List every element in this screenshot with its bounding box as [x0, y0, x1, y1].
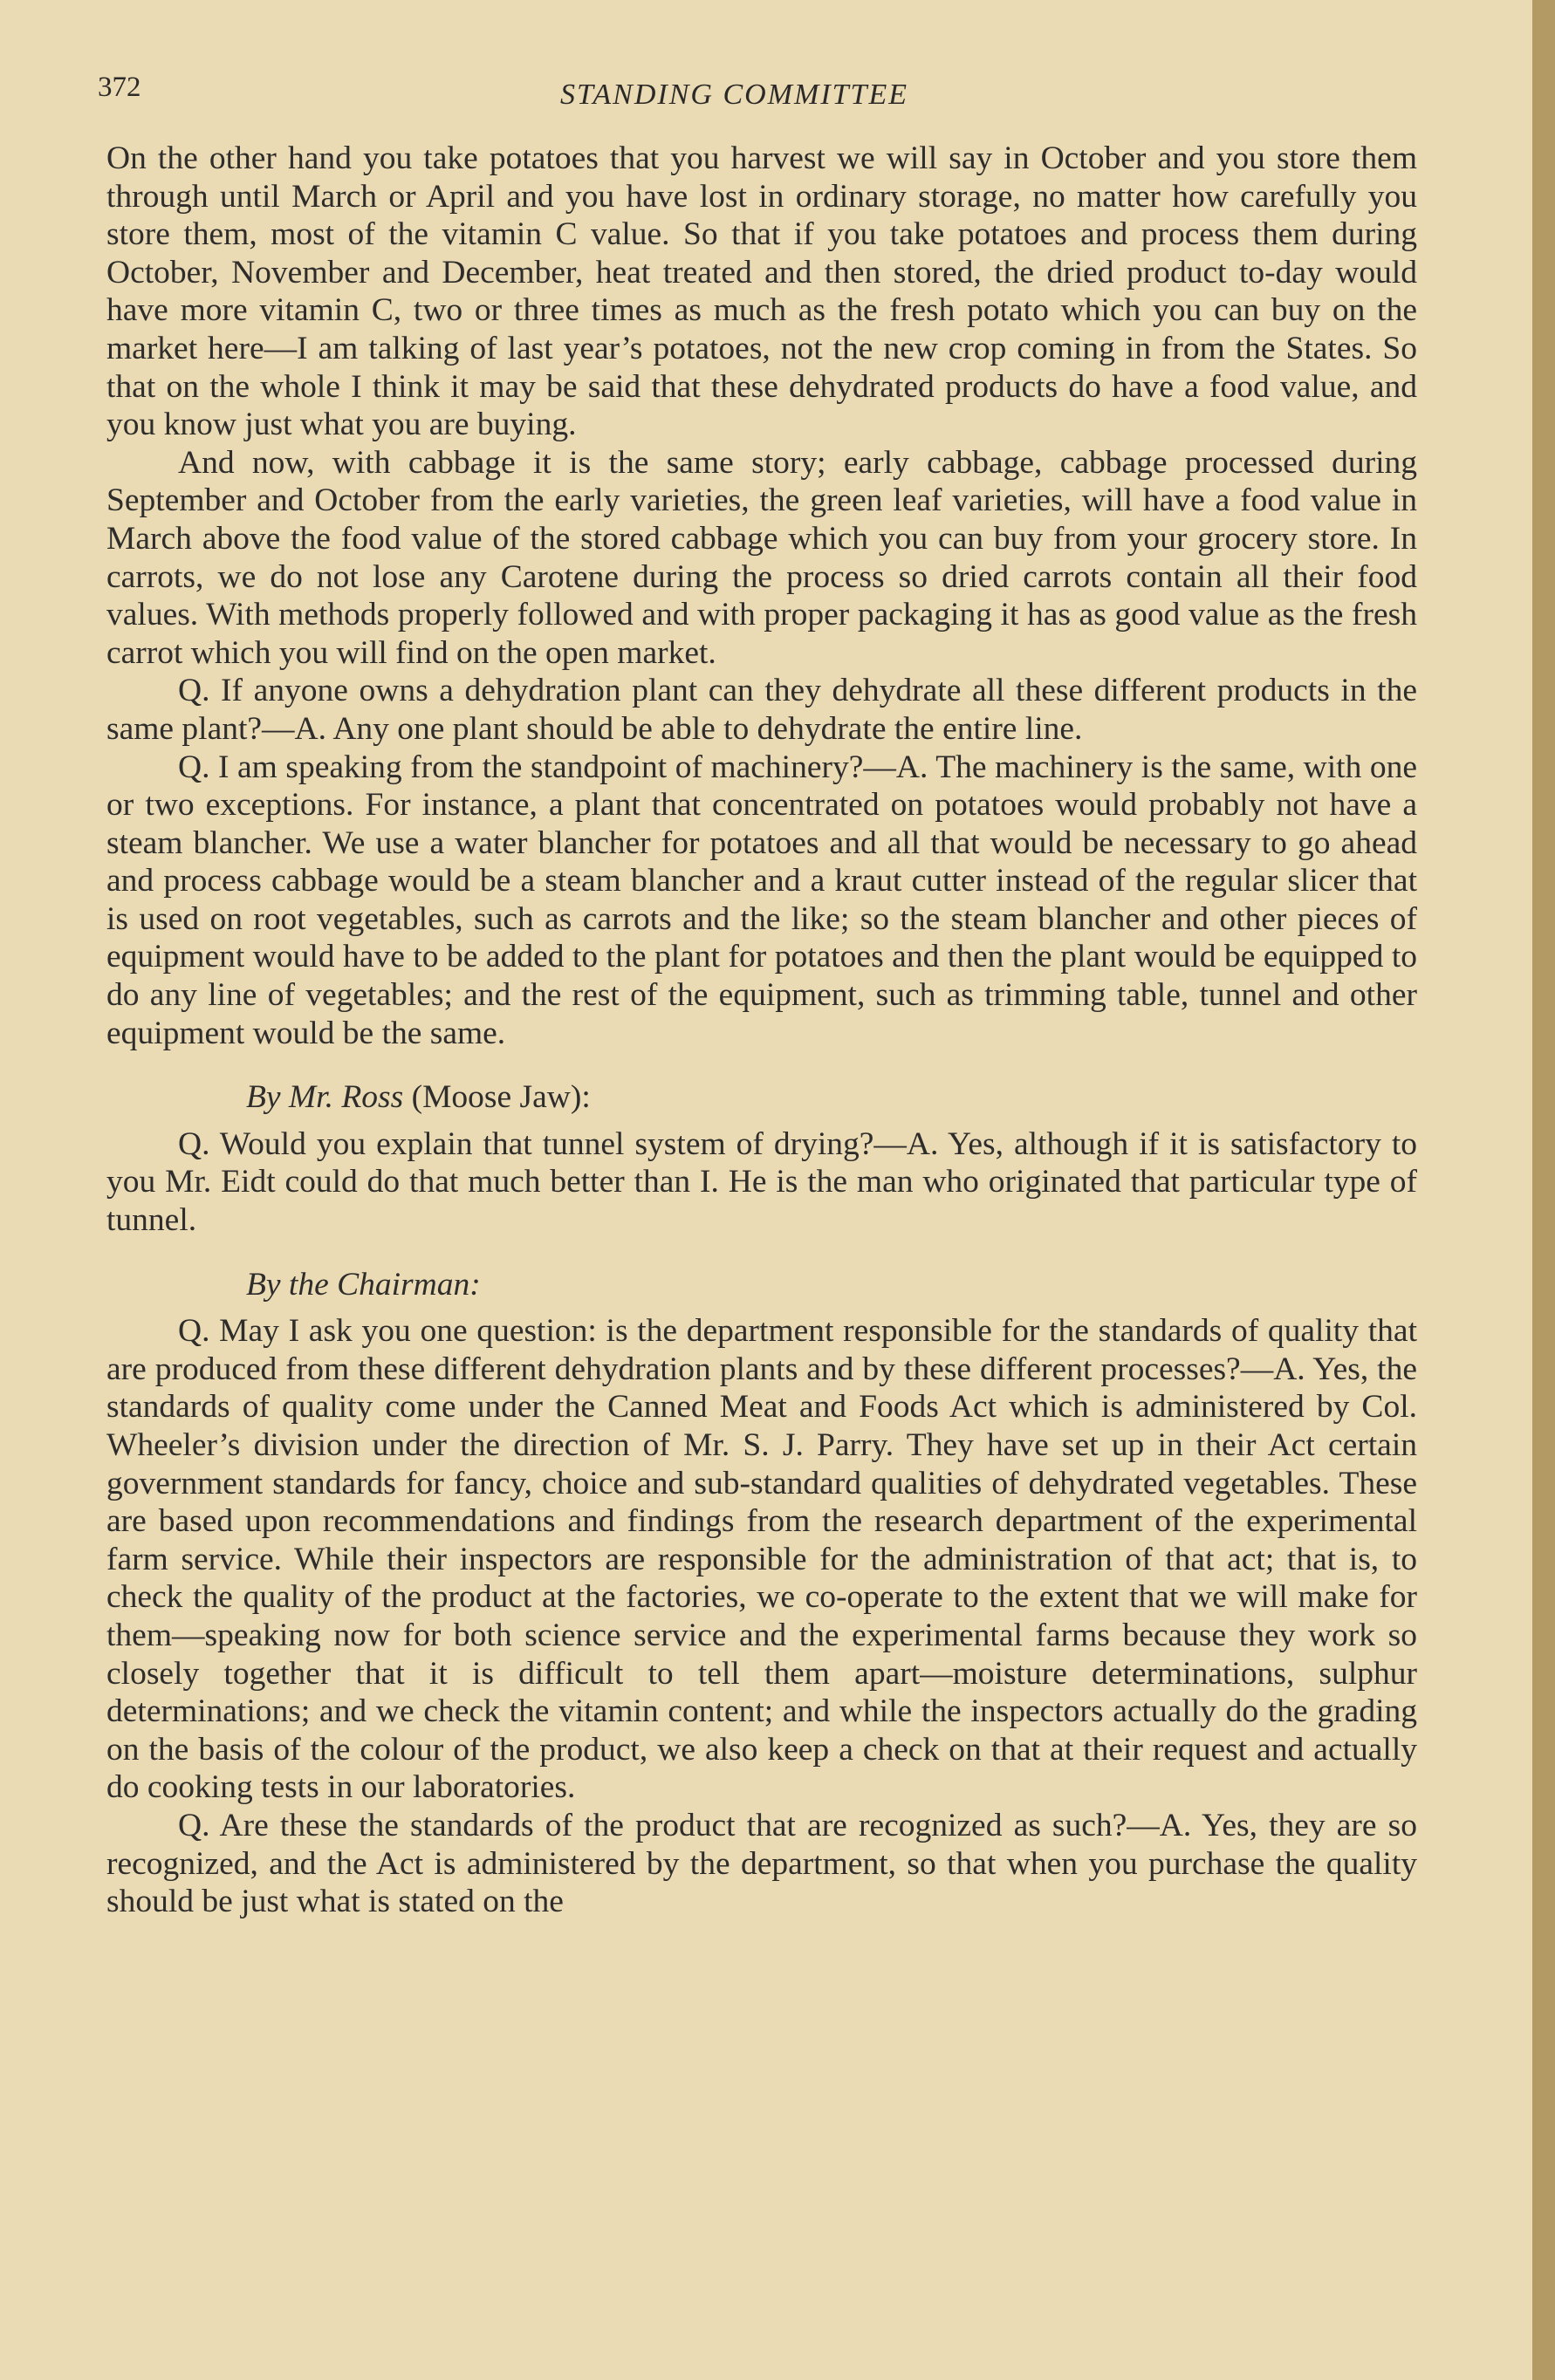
speaker-heading — [106, 1266, 1417, 1304]
paragraph: On the other hand you take potatoes that you harvest we will say in October and you store them through until March or April and you have lost in ordinary storage, no matter how carefully you store them, most of the vitamin C value. So that if you take potatoes and process them during October, November and December, heat treated and then stored, the dried product to-day would have more vitamin C, two or three times as much as the fresh potato which you can buy on the market here—I am talking of last year’s potatoes, not the new crop coming in from the States. So that on the whole I think it may be said that these dehydrated products do have a food value, and you know just what you are buying. — [106, 140, 1417, 443]
body-text — [106, 140, 1417, 1921]
paragraph: Q. I am speaking from the standpoint of machinery?—A. The machinery is the same, with one or two exceptions. For instance, a plant that concentrated on potatoes would probably not have a steam blancher. We use a water blancher for potatoes and all that would be necessary to go ahead and process cabbage would be a steam blancher and a kraut cutter instead of the regular slicer that is used on root vegetables, such as carrots and the like; so the steam blancher and other pieces of equipment would have to be added to the plant for potatoes and then the plant would be equipped to do any line of vegetables; and the rest of the equipment, such as trimming table, tunnel and other equipment would be the same. — [106, 749, 1417, 1051]
running-head: STANDING COMMITTEE — [560, 79, 908, 111]
paragraph: Q. If anyone owns a dehydration plant can they dehydrate all these different products in the same plant?—A. Any one plant should be able to dehydrate the entire line. — [106, 673, 1417, 747]
page-number: 372 — [98, 72, 141, 103]
paragraph: Q. Would you explain that tunnel system of drying?—A. Yes, although if it is satisfactory to you Mr. Eidt could do that much better than I. He is the man who originated that particular type of tunnel. — [106, 1125, 1417, 1239]
page-edge — [1532, 0, 1555, 2380]
speaker-name: By Mr. Ross — [246, 1079, 404, 1116]
speaker-heading — [106, 1078, 1417, 1117]
paragraph: And now, with cabbage it is the same story; early cabbage, cabbage processed during September and October from the early varieties, the green leaf varieties, will have a food value in March above the food value of the stored cabbage which you can buy from your grocery store. In carrots, we do not lose any Carotene during the process so dried carrots contain all their food values. With methods properly followed and with proper packaging it has as good value as the fresh carrot which you will find on the open market. — [106, 444, 1417, 671]
page-header — [98, 72, 1433, 124]
paragraph: Q. May I ask you one question: is the department responsible for the standards of quality that are produced from these different dehydration plants and by these different processes?—A. Yes, the standards of quality come under the Canned Meat and Foods Act which is administered by Col. Wheeler’s division under the direction of Mr. S. J. Parry. They have set up in their Act certain government standards for fancy, choice and sub-standard qualities of dehydrated vegetables. These are based upon recommendations and findings from the research department of the experimental farm service. While their inspectors are responsible for the administration of that act; that is, to check the quality of the product at the factories, we co-operate to the extent that we will make for them—speaking now for both science service and the experimental farms because they work so closely together that it is difficult to tell them apart—moisture determinations, sulphur determinations; and we check the vitamin content; and while the inspectors actually do the grading on the basis of the colour of the product, we also keep a check on that at their request and actually do cooking tests in our laboratories. — [106, 1313, 1417, 1806]
paragraph: Q. Are these the standards of the product that are recognized as such?—A. Yes, they are so recognized, and the Act is administered by the department, so that when you purchase the quality should be just what is stated on the — [106, 1807, 1417, 1920]
speaker-name: By the Chairman: — [246, 1266, 481, 1303]
speaker-detail: (Moose Jaw): — [403, 1079, 591, 1116]
